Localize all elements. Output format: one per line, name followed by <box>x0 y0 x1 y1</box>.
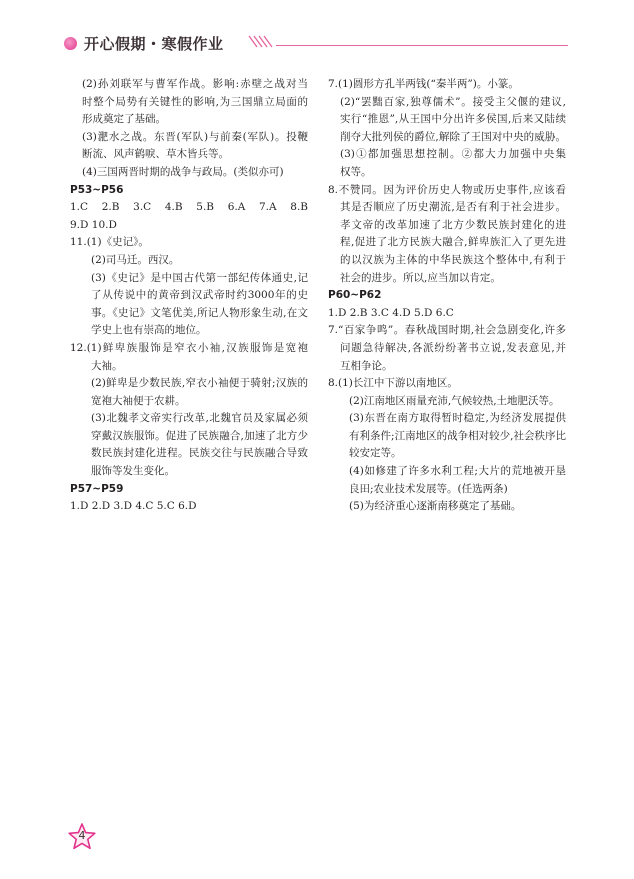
answer-line: 大袖。 <box>91 359 123 372</box>
answer-line: 7.“百家争鸣”。春秋战国时期,社会急剧变化,许多 <box>328 324 566 337</box>
answer-line: 较安定等。 <box>349 447 402 460</box>
answer-line: 服饰等发生变化。 <box>91 465 175 478</box>
section-heading: P53~P56 <box>70 183 124 196</box>
answer-line: 1.C 2.B 3.C 4.B 5.B 6.A 7.A 8.B <box>70 201 308 214</box>
answer-line: (3)①都加强思想控制。②都大力加强中央集 <box>340 148 566 161</box>
answer-line: 1.D 2.B 3.C 4.D 5.D 6.C <box>328 306 454 319</box>
answer-line: (5)为经济重心逐渐南移奠定了基础。 <box>349 500 522 513</box>
answer-line: 其是否顺应了历史潮流,是否有利于社会进步。 <box>340 201 566 214</box>
answer-line: 了从传说中的黄帝到汉武帝时约3000年的史 <box>91 289 308 302</box>
section-heading: P57~P59 <box>70 482 124 495</box>
answer-line: (4)如修建了许多水利工程;大片的荒地被开垦 <box>349 465 566 478</box>
answer-line: 社会的进步。所以,应当加以肯定。 <box>340 271 501 284</box>
header-rule <box>276 45 568 46</box>
answer-line: 8.(1)长江中下游以南地区。 <box>328 377 458 390</box>
answer-line: 11.(1)《史记》。 <box>70 236 149 249</box>
answer-line: 9.D 10.D <box>70 218 117 231</box>
answer-line: 8.不赞同。因为评价历史人物或历史事件,应该看 <box>328 183 566 196</box>
answer-line: 实行“推恩”,从王国中分出许多侯国,后来又陆续 <box>340 113 566 126</box>
pink-circle-icon <box>64 37 77 50</box>
header-title: 开心假期・寒假作业 <box>84 35 224 53</box>
answer-line: 程,促进了北方民族大融合,鲜卑族汇入了更先进 <box>340 236 566 249</box>
answer-line: (2)司马迁。西汉。 <box>91 253 180 266</box>
answer-line: 事。《史记》文笔优美,所记人物形象生动,在文 <box>91 306 308 319</box>
answer-line: 数民族封建化进程。民族交往与民族融合导致 <box>91 447 308 460</box>
section-heading: P60~P62 <box>328 289 382 302</box>
answer-line: 宽袍大袖便于农耕。 <box>91 394 186 407</box>
answer-line: (4)三国两晋时期的战争与政局。(类似亦可) <box>82 165 284 178</box>
answer-line: 7.(1)圆形方孔半两钱(“秦半两”)。小篆。 <box>328 78 519 90</box>
answer-line: 12.(1)鲜卑族服饰是窄衣小袖,汉族服饰是宽袍 <box>70 341 308 354</box>
answer-line: (3)《史记》是中国古代第一部纪传体通史,记 <box>91 271 308 284</box>
answer-line: 有利条件;江南地区的战争相对较少,社会秩序比 <box>349 429 566 442</box>
answer-line: 时整个局势有关键性的影响,为三国鼎立局面的 <box>82 95 308 108</box>
answer-line: 学史上也有崇高的地位。 <box>91 324 207 337</box>
answer-line: 权等。 <box>340 165 372 178</box>
answer-line: 穿戴汉族服饰。促进了民族融合,加速了北方少 <box>91 429 308 442</box>
slash-decoration-icon <box>248 35 274 49</box>
answer-line: (3)北魏孝文帝实行改革,北魏官员及家属必须 <box>91 412 308 425</box>
answer-line: (3)淝水之战。东晋(军队)与前秦(军队)。投鞭 <box>82 130 308 143</box>
answer-line: (2)“罢黜百家,独尊儒术”。接受主父偃的建议, <box>340 95 566 108</box>
answer-line: 断流、风声鹤唳、草木皆兵等。 <box>82 148 229 161</box>
right-answer-column <box>328 76 566 516</box>
answer-line: 问题急待解决,各派纷纷著书立说,发表意见,并 <box>340 341 566 354</box>
answer-line: (2)鲜卑是少数民族,窄衣小袖便于骑射;汉族的 <box>91 377 308 390</box>
answer-line: 良田;农业技术发展等。(任选两条) <box>349 482 508 495</box>
answer-line: 削夺大批列侯的爵位,解除了王国对中央的威胁。 <box>340 130 566 143</box>
answer-line: (3)东晋在南方取得暂时稳定,为经济发展提供 <box>349 412 566 425</box>
answer-line: 孝文帝的改革加速了北方少数民族封建化的进 <box>340 218 566 231</box>
answer-line: (2)孙刘联军与曹军作战。影响:赤壁之战对当 <box>82 78 308 90</box>
page-header <box>0 0 634 70</box>
left-answer-column <box>70 76 308 516</box>
page-number: 4 <box>78 829 86 842</box>
answer-line: 互相争论。 <box>340 359 393 372</box>
answer-line: 形成奠定了基础。 <box>82 113 166 126</box>
answer-line: 1.D 2.D 3.D 4.C 5.C 6.D <box>70 500 197 513</box>
answer-line: (2)江南地区雨量充沛,气候较热,土地肥沃等。 <box>349 394 560 407</box>
answer-line: 的以汉族为主体的中华民族这个整体中,有利于 <box>340 253 566 266</box>
